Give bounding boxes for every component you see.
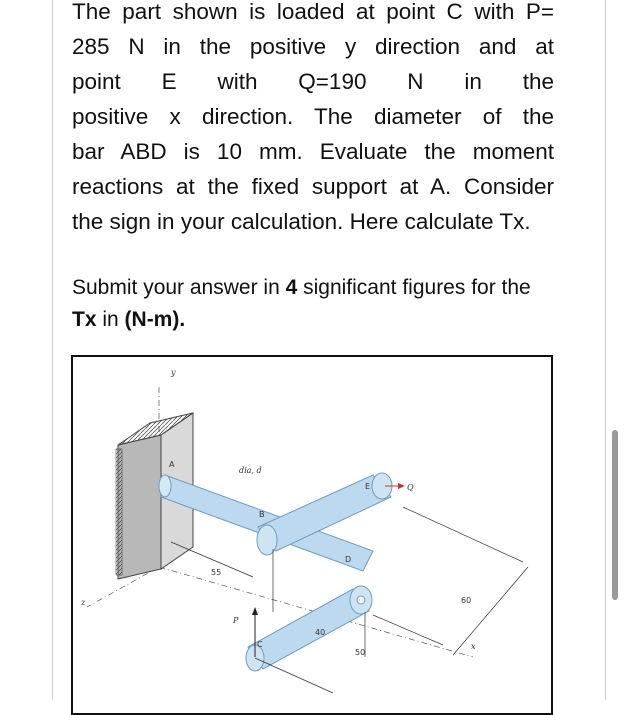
problem-line-6	[72, 169, 554, 204]
problem-line-7-text: the sign in your calculation. Here calculate Tx.	[72, 209, 531, 234]
unit-label: (N-m).	[124, 308, 186, 331]
problem-line-5-text: bar ABD is 10 mm. Evaluate the moment	[72, 139, 554, 164]
diameter-label: dia, d	[239, 466, 262, 475]
problem-line-2-text: 285 N in the positive y direction and at	[72, 34, 554, 59]
problem-line-3	[72, 64, 554, 99]
point-b-label: B	[259, 510, 265, 519]
problem-line-7	[72, 204, 554, 239]
problem-line-4-text: positive x direction. The diameter of the	[72, 104, 554, 129]
x-axis-label: x	[471, 642, 476, 651]
problem-line-5	[72, 134, 554, 169]
point-a-label: A	[169, 460, 175, 469]
dimension-40-label: 40	[315, 628, 326, 637]
submit-prefix: Submit your answer in	[72, 276, 286, 299]
problem-line-6-text: reactions at the fixed support at A. Consider	[72, 174, 554, 199]
problem-line-4	[72, 99, 554, 134]
problem-line-1-text: The part shown is loaded at point C with P=	[72, 0, 554, 24]
submit-in-word: in	[96, 308, 125, 331]
problem-line-1	[72, 0, 554, 29]
problem-line-2	[72, 29, 554, 64]
problem-line-3-text: point E with Q=190 N in the	[72, 69, 554, 94]
arm-dc	[246, 586, 372, 671]
force-q-label: Q	[407, 483, 414, 492]
mechanism-diagram	[73, 357, 553, 715]
submit-middle: significant figures for the	[297, 276, 531, 299]
dimension-55-label: 55	[211, 568, 222, 577]
dimension-60-label: 60	[461, 596, 472, 605]
tx-label: Tx	[72, 308, 97, 331]
figure-box	[71, 355, 553, 715]
problem-statement	[72, 0, 554, 239]
submit-instructions	[72, 272, 602, 336]
z-axis-label: z	[81, 598, 86, 607]
point-d-label: D	[345, 555, 352, 564]
scrollbar-thumb[interactable]	[612, 430, 618, 600]
significant-figures-count: 4	[285, 276, 298, 299]
left-frame-border	[52, 0, 53, 700]
right-frame-border	[605, 0, 606, 700]
dimension-50-label: 50	[355, 648, 366, 657]
point-e-label: E	[365, 482, 371, 491]
point-c-label: C	[257, 640, 263, 649]
y-axis-label: y	[171, 368, 176, 377]
force-p-label: P	[233, 616, 239, 625]
